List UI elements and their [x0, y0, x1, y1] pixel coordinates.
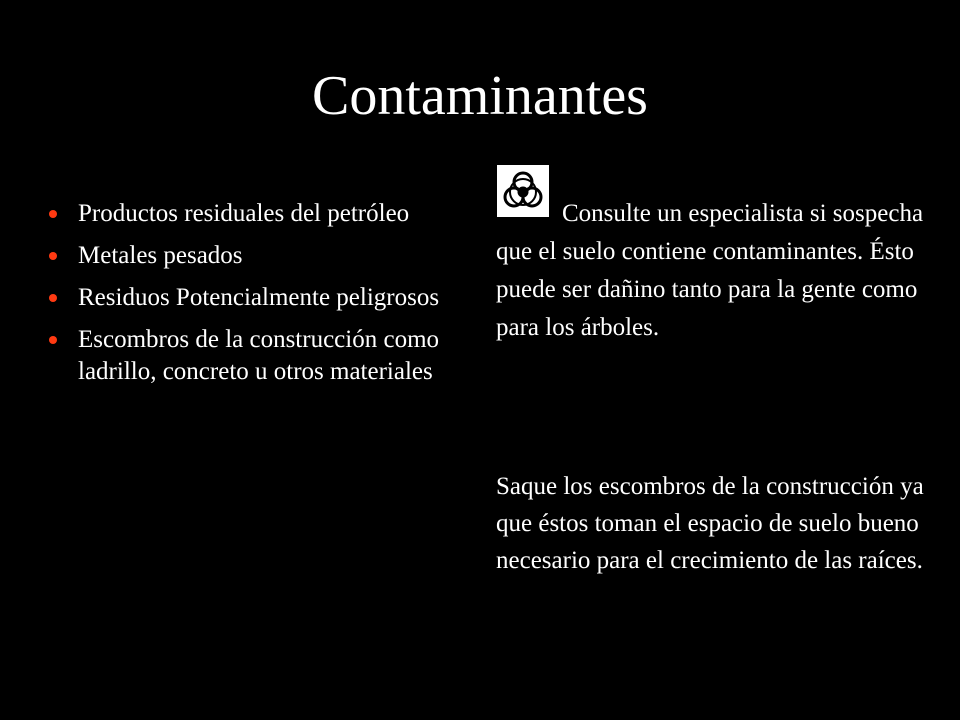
bullet-item — [44, 324, 474, 388]
bullet-item — [44, 198, 474, 230]
advice-paragraph-debris: Saque los escombros de la construcción ya que éstos toman el espacio de suelo bueno necesario para el crecimiento de las raíces. — [496, 473, 924, 574]
bullet-text: Escombros de la construcción como ladrillo, concreto u otros materiales — [78, 326, 440, 385]
bullet-list — [44, 198, 474, 398]
bullet-dot-icon — [49, 294, 57, 302]
bullet-text: Metales pesados — [78, 242, 243, 269]
bullet-dot-icon — [49, 252, 57, 260]
bullet-dot-icon — [49, 336, 57, 344]
bullet-item — [44, 282, 474, 314]
bullet-dot-icon — [49, 210, 57, 218]
advice-paragraph-specialist: Consulte un especialista si sospecha que el suelo contiene contaminantes. Ésto puede ser dañino tanto para la gente como para los árboles. — [496, 200, 924, 341]
bullet-text: Residuos Potencialmente peligrosos — [78, 284, 440, 311]
bullet-text: Productos residuales del petróleo — [78, 200, 410, 227]
slide-title: Contaminantes — [312, 65, 648, 127]
bullet-item — [44, 240, 474, 272]
